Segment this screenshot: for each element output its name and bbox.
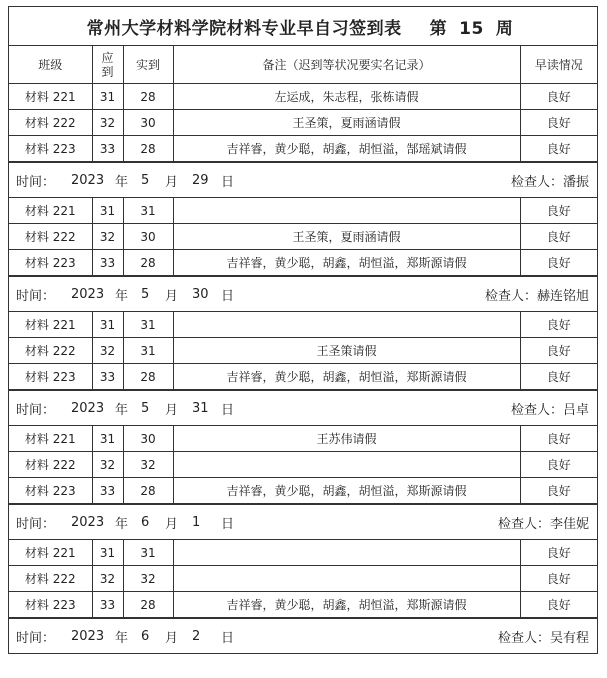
cell-remarks (173, 452, 520, 478)
inspector (485, 285, 589, 304)
cell-expected: 32 (92, 338, 123, 364)
day-value: 1 (192, 514, 201, 530)
cell-remarks: 左运成，朱志程，张栋请假 (173, 84, 520, 110)
sheet-title (9, 7, 597, 46)
section-table (9, 540, 597, 618)
time-label: 时间： (16, 402, 56, 418)
time-inspector-row (9, 276, 597, 312)
inspector-label: 检查人： (497, 516, 550, 532)
cell-status: 良好 (520, 136, 597, 162)
cell-remarks: 王圣策请假 (173, 338, 520, 364)
cell-class: 材料 223 (9, 136, 92, 162)
cell-class: 材料 221 (9, 426, 92, 452)
day-value: 2 (192, 628, 201, 644)
cell-class: 材料 221 (9, 198, 92, 224)
time-inspector-row (9, 162, 597, 198)
header-expected-text: 应到 (101, 50, 114, 79)
table-row (9, 566, 597, 592)
table-row (9, 198, 597, 224)
header-class: 班级 (9, 46, 92, 84)
cell-actual: 28 (123, 478, 173, 504)
inspector-name: 赫连铭旭 (536, 288, 589, 304)
year-unit: 年 (115, 288, 129, 304)
cell-remarks: 王圣策，夏雨涵请假 (173, 224, 520, 250)
cell-remarks: 吉祥睿，黄少聪，胡鑫，胡恒溢，郜瑶斌请假 (173, 136, 520, 162)
sections-container (9, 84, 597, 653)
cell-actual: 30 (123, 110, 173, 136)
title-text: 常州大学材料学院材料专业早自习签到表 (86, 18, 402, 39)
day-unit: 日 (221, 516, 235, 532)
cell-expected: 31 (92, 312, 123, 338)
cell-actual: 31 (123, 338, 173, 364)
cell-remarks: 吉祥睿，黄少聪，胡鑫，胡恒溢，郑斯源请假 (173, 250, 520, 276)
cell-status: 良好 (520, 426, 597, 452)
cell-expected: 31 (92, 198, 123, 224)
cell-remarks: 吉祥睿，黄少聪，胡鑫，胡恒溢，郑斯源请假 (173, 364, 520, 390)
week-suffix: 周 (495, 18, 514, 39)
section-table (9, 426, 597, 504)
cell-class: 材料 221 (9, 312, 92, 338)
inspector-label: 检查人： (510, 174, 563, 190)
day-unit: 日 (221, 630, 235, 646)
day-unit: 日 (221, 288, 235, 304)
cell-actual: 32 (123, 452, 173, 478)
cell-status: 良好 (520, 224, 597, 250)
cell-remarks (173, 566, 520, 592)
table-row (9, 592, 597, 618)
cell-expected: 33 (92, 478, 123, 504)
day-value: 30 (192, 286, 209, 302)
inspector-label: 检查人： (484, 288, 537, 304)
table-row (9, 110, 597, 136)
cell-status: 良好 (520, 110, 597, 136)
section-table (9, 198, 597, 276)
cell-status: 良好 (520, 540, 597, 566)
cell-class: 材料 222 (9, 338, 92, 364)
cell-status: 良好 (520, 592, 597, 618)
table-row (9, 452, 597, 478)
day-value: 31 (192, 400, 209, 416)
year-value: 2023 (71, 628, 105, 644)
table-row (9, 84, 597, 110)
cell-actual: 30 (123, 224, 173, 250)
day-unit: 日 (221, 174, 235, 190)
inspector-name: 潘振 (562, 174, 589, 190)
cell-remarks (173, 198, 520, 224)
cell-expected: 32 (92, 566, 123, 592)
year-value: 2023 (71, 286, 105, 302)
header-expected (92, 46, 123, 84)
cell-status: 良好 (520, 364, 597, 390)
inspector-name: 李佳妮 (549, 516, 589, 532)
day-value: 29 (192, 172, 209, 188)
year-unit: 年 (115, 402, 129, 418)
cell-actual: 31 (123, 198, 173, 224)
cell-status: 良好 (520, 198, 597, 224)
cell-expected: 33 (92, 136, 123, 162)
inspector (511, 399, 589, 418)
cell-expected: 31 (92, 84, 123, 110)
cell-class: 材料 222 (9, 566, 92, 592)
cell-actual: 30 (123, 426, 173, 452)
cell-status: 良好 (520, 566, 597, 592)
header-status: 早读情况 (520, 46, 597, 84)
attendance-sheet (8, 6, 598, 654)
header-table (9, 46, 597, 84)
cell-actual: 31 (123, 312, 173, 338)
cell-expected: 33 (92, 250, 123, 276)
cell-expected: 32 (92, 110, 123, 136)
year-unit: 年 (115, 516, 129, 532)
inspector-name: 吴有程 (549, 630, 589, 646)
cell-actual: 32 (123, 566, 173, 592)
year-unit: 年 (115, 630, 129, 646)
table-row (9, 426, 597, 452)
cell-actual: 31 (123, 540, 173, 566)
table-row (9, 312, 597, 338)
month-value: 5 (141, 172, 150, 188)
cell-expected: 31 (92, 540, 123, 566)
inspector (511, 171, 589, 190)
time-label: 时间： (16, 516, 56, 532)
cell-status: 良好 (520, 338, 597, 364)
cell-class: 材料 221 (9, 84, 92, 110)
inspector (498, 513, 589, 532)
cell-class: 材料 223 (9, 592, 92, 618)
time-inspector-row (9, 504, 597, 540)
cell-class: 材料 221 (9, 540, 92, 566)
table-row (9, 224, 597, 250)
section-table (9, 84, 597, 162)
table-row (9, 540, 597, 566)
cell-expected: 33 (92, 592, 123, 618)
table-row (9, 338, 597, 364)
cell-class: 材料 222 (9, 452, 92, 478)
table-row (9, 478, 597, 504)
year-unit: 年 (115, 174, 129, 190)
month-value: 5 (141, 286, 150, 302)
week-number: 15 (459, 18, 484, 39)
header-actual: 实到 (123, 46, 173, 84)
cell-remarks: 吉祥睿，黄少聪，胡鑫，胡恒溢，郑斯源请假 (173, 592, 520, 618)
day-unit: 日 (221, 402, 235, 418)
cell-remarks: 吉祥睿，黄少聪，胡鑫，胡恒溢，郑斯源请假 (173, 478, 520, 504)
month-value: 5 (141, 400, 150, 416)
cell-status: 良好 (520, 312, 597, 338)
table-row (9, 136, 597, 162)
inspector (498, 627, 589, 646)
cell-expected: 32 (92, 224, 123, 250)
time-label: 时间： (16, 630, 56, 646)
cell-actual: 28 (123, 592, 173, 618)
section-table (9, 312, 597, 390)
month-unit: 月 (165, 174, 179, 190)
table-row (9, 364, 597, 390)
month-value: 6 (141, 628, 150, 644)
month-unit: 月 (165, 402, 179, 418)
cell-class: 材料 222 (9, 224, 92, 250)
cell-class: 材料 223 (9, 250, 92, 276)
cell-actual: 28 (123, 84, 173, 110)
cell-remarks (173, 540, 520, 566)
cell-status: 良好 (520, 478, 597, 504)
cell-class: 材料 223 (9, 364, 92, 390)
year-value: 2023 (71, 172, 105, 188)
week-prefix: 第 (429, 18, 448, 39)
year-value: 2023 (71, 514, 105, 530)
cell-actual: 28 (123, 136, 173, 162)
header-row (9, 46, 597, 84)
cell-status: 良好 (520, 452, 597, 478)
time-label: 时间： (16, 288, 56, 304)
time-inspector-row (9, 390, 597, 426)
time-label: 时间： (16, 174, 56, 190)
header-remarks: 备注（迟到等状况要实名记录） (173, 46, 520, 84)
cell-status: 良好 (520, 250, 597, 276)
month-unit: 月 (165, 288, 179, 304)
cell-remarks (173, 312, 520, 338)
cell-actual: 28 (123, 364, 173, 390)
year-value: 2023 (71, 400, 105, 416)
table-row (9, 250, 597, 276)
inspector-label: 检查人： (510, 402, 563, 418)
month-unit: 月 (165, 630, 179, 646)
time-inspector-row (9, 618, 597, 653)
cell-expected: 33 (92, 364, 123, 390)
inspector-name: 吕卓 (562, 402, 589, 418)
cell-expected: 31 (92, 426, 123, 452)
month-value: 6 (141, 514, 150, 530)
cell-actual: 28 (123, 250, 173, 276)
week-label (424, 14, 520, 39)
cell-class: 材料 223 (9, 478, 92, 504)
month-unit: 月 (165, 516, 179, 532)
cell-remarks: 王圣策，夏雨涵请假 (173, 110, 520, 136)
cell-remarks: 王苏伟请假 (173, 426, 520, 452)
cell-status: 良好 (520, 84, 597, 110)
cell-expected: 32 (92, 452, 123, 478)
inspector-label: 检查人： (497, 630, 550, 646)
cell-class: 材料 222 (9, 110, 92, 136)
